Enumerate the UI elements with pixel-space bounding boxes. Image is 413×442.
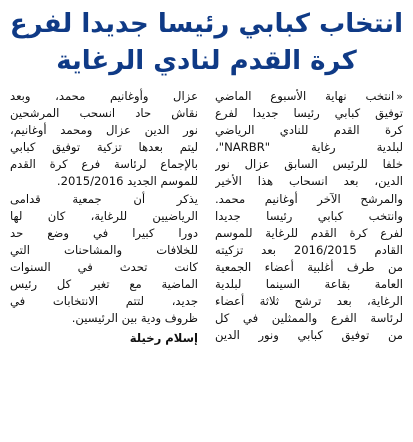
author-byline: إسلام رخيلة bbox=[129, 331, 198, 346]
text-line: الرغاية، بعد ترشح ثلاثة أعضاء bbox=[215, 294, 403, 309]
text-line: لفرع كرة القدم للرغاية للموسم bbox=[215, 225, 403, 240]
text-line: لرئاسة الفرع والممثلين في كل bbox=[215, 311, 403, 326]
text-line: وانتخب كبابي رئيسا جديدا bbox=[215, 208, 403, 223]
text-line: نور الدين عزال ومحمد أوغانيم، bbox=[10, 123, 198, 138]
text-line: توفيق كبابي رئيسا جديدا لفرع bbox=[215, 106, 403, 121]
paragraph-marker-icon: « bbox=[396, 90, 403, 103]
text-line: نقاش حاد انسحب المرشحين bbox=[10, 106, 198, 121]
text-line: ظروف ودية بين الرئيسين. bbox=[71, 311, 198, 326]
text-line: عزال وأوغانيم محمد، وبعد bbox=[10, 89, 198, 103]
text-line: بالإجماع لرئاسة فرع كرة القدم bbox=[10, 157, 198, 172]
headline-line: انتخاب كبابي رئيسا جديدا لفرع bbox=[9, 9, 403, 39]
text-line: من طرف أغلبية أعضاء الجمعية bbox=[215, 259, 403, 274]
text-line: للخلافات والمشاحنات التي bbox=[10, 242, 198, 257]
text-line: يذكر أن جمعية قدامى bbox=[10, 191, 198, 206]
text-line: الدين، بعد انسحاب هذا الأخير bbox=[215, 174, 403, 189]
text-line: ليتم بعدها تزكية توفيق كبابي bbox=[10, 140, 198, 155]
article-headline bbox=[10, 6, 403, 80]
right-column bbox=[215, 88, 403, 347]
text-line: العامة بقاعة السينما لبلدية bbox=[215, 277, 403, 292]
text-line: «انتخب نهاية الأسبوع الماضي bbox=[215, 89, 403, 103]
text-line: لبلدية رغاية "NARBR"، bbox=[215, 140, 403, 155]
text-line: دورا كبيرا في وضع حد bbox=[10, 225, 198, 240]
text-line: من توفيق كبابي ونور الدين bbox=[215, 328, 403, 343]
left-column bbox=[10, 88, 198, 347]
headline-line: كرة القدم لنادي الرغاية bbox=[56, 46, 357, 76]
text-line: كانت تحدث في السنوات bbox=[10, 259, 198, 274]
text-line: للموسم الجديد 2015/2016. bbox=[56, 174, 198, 189]
text-line: والمرشح الآخر أوغانيم محمد. bbox=[215, 191, 403, 206]
text-line: خلفا للرئيس السابق عزال نور bbox=[215, 157, 403, 172]
article-body bbox=[10, 88, 403, 347]
text-line: كرة القدم للنادي الرياضي bbox=[215, 123, 403, 138]
text-line: الرياضيين للرغاية، كان لها bbox=[10, 208, 198, 223]
text-line: الماضية مع تغير كل رئيس bbox=[10, 277, 198, 292]
text-line: القادم 2016/2015 بعد تزكيته bbox=[215, 242, 403, 257]
text-line: جديد، لتتم الانتخابات في bbox=[10, 294, 198, 309]
